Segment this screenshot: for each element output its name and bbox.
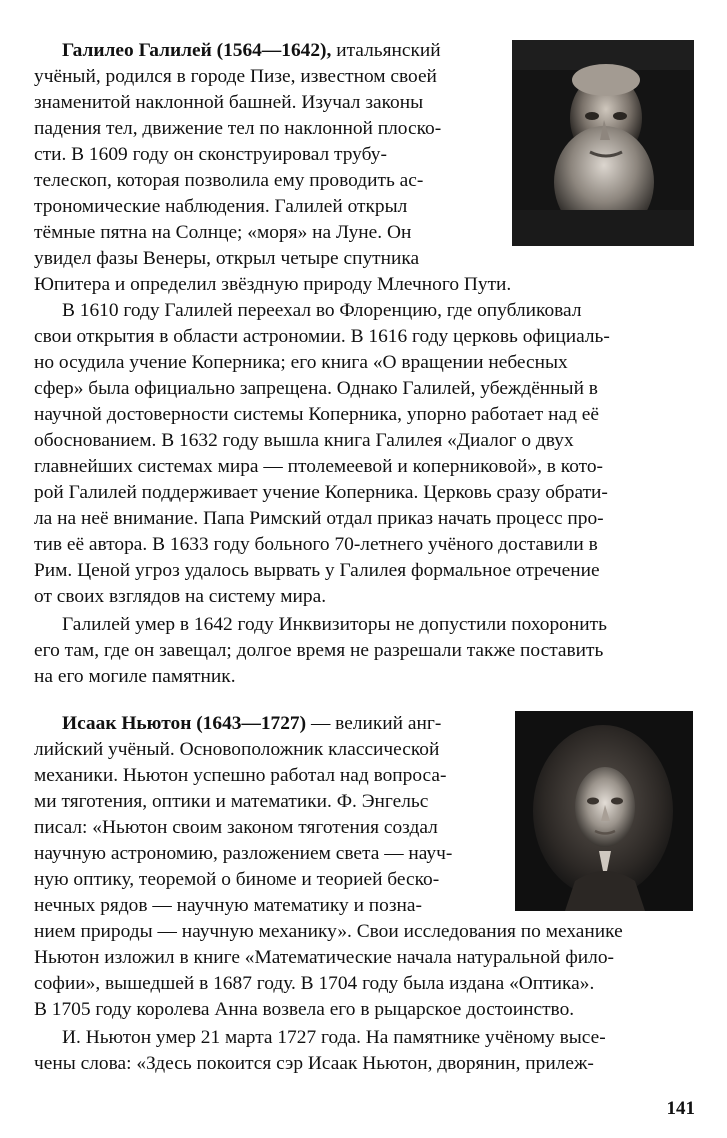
galileo-intro-line: знаменитой наклонной башней. Изучал законы xyxy=(34,92,424,113)
galileo-name-heading: Галилео Галилей (1564—1642), xyxy=(62,40,332,61)
newton-intro-line: писал: «Ньютон своим законом тяготения создал xyxy=(34,817,438,838)
newton-intro-line: В 1705 году королева Анна возвела его в рыцарское достоинство. xyxy=(34,999,575,1020)
galileo-para2-line: рой Галилей поддерживает учение Коперника. Церковь сразу обрати- xyxy=(34,482,608,503)
galileo-intro-line: Юпитера и определил звёздную природу Млечного Пути. xyxy=(34,274,512,295)
galileo-intro-line: падения тел, движение тел по наклонной плоско- xyxy=(34,118,442,139)
newton-portrait-image xyxy=(515,711,693,911)
galileo-para2-line: научной достоверности системы Коперника, упорно работает над её xyxy=(34,404,599,425)
galileo-intro-line: телескоп, которая позволила ему проводить ас- xyxy=(34,170,424,191)
galileo-para2-line: обоснованием. В 1632 году вышла книга Галилея «Диалог о двух xyxy=(34,430,574,451)
newton-intro-line: механики. Ньютон успешно работал над вопроса- xyxy=(34,765,447,786)
galileo-intro-line: трономические наблюдения. Галилей открыл xyxy=(34,196,408,217)
newton-intro-line: ми тяготения, оптики и математики. Ф. Энгельс xyxy=(34,791,429,812)
newton-intro-first-rest: — великий анг- xyxy=(306,713,442,734)
galileo-portrait xyxy=(512,40,694,246)
page-number: 141 xyxy=(666,1098,695,1119)
newton-intro-line: нием природы — научную механику». Свои исследования по механике xyxy=(34,921,623,942)
galileo-intro-line: учёный, родился в городе Пизе, известном своей xyxy=(34,66,437,87)
galileo-para2-line: В 1610 году Галилей переехал во Флоренцию, где опубликовал xyxy=(62,300,582,321)
galileo-para2-line: ла на неё внимание. Папа Римский отдал приказ начать процесс про- xyxy=(34,508,604,529)
galileo-para2-line: главнейших системах мира — птолемеевой и коперниковой», в кото- xyxy=(34,456,604,477)
newton-para2-line: чены слова: «Здесь покоится сэр Исаак Ньютон, дворянин, прилеж- xyxy=(34,1053,594,1074)
newton-intro-line: Ньютон изложил в книге «Математические начала натуральной фило- xyxy=(34,947,615,968)
newton-portrait xyxy=(515,711,693,911)
galileo-para3-line: на его могиле памятник. xyxy=(34,666,236,687)
newton-intro-line: ную оптику, теоремой о биноме и теорией беско- xyxy=(34,869,440,890)
newton-intro-line-1 xyxy=(62,711,441,737)
galileo-para2-line: но осудила учение Коперника; его книга «О вращении небесных xyxy=(34,352,568,373)
galileo-para2-line: сфер» была официально запрещена. Однако Галилей, убеждённый в xyxy=(34,378,598,399)
galileo-para3-line: его там, где он завещал; долгое время не разрешали также поставить xyxy=(34,640,604,661)
newton-intro-line: нечных рядов — научную математику и позна- xyxy=(34,895,422,916)
galileo-para2-line: от своих взглядов на систему мира. xyxy=(34,586,327,607)
galileo-para2-line: свои открытия в области астрономии. В 1616 году церковь официаль- xyxy=(34,326,610,347)
galileo-intro-line: тёмные пятна на Солнце; «моря» на Луне. Он xyxy=(34,222,412,243)
galileo-intro-line: увидел фазы Венеры, открыл четыре спутника xyxy=(34,248,420,269)
newton-intro-line: софии», вышедшей в 1687 году. В 1704 году была издана «Оптика». xyxy=(34,973,595,994)
galileo-intro-line: сти. В 1609 году он сконструировал трубу- xyxy=(34,144,387,165)
galileo-para2-line: Рим. Ценой угроз удалось вырвать у Галилея формальное отречение xyxy=(34,560,600,581)
newton-intro-line: лийский учёный. Основоположник классической xyxy=(34,739,440,760)
galileo-portrait-image xyxy=(512,40,694,246)
newton-name-heading: Исаак Ньютон (1643—1727) xyxy=(62,713,307,734)
galileo-intro-line-1 xyxy=(62,38,441,64)
galileo-para3-line: Галилей умер в 1642 году Инквизиторы не допустили похоронить xyxy=(62,614,607,635)
newton-intro-line: научную астрономию, разложением света — науч- xyxy=(34,843,453,864)
galileo-intro-first-rest: итальянский xyxy=(331,40,441,61)
galileo-para2-line: тив её автора. В 1633 году больного 70-летнего учёного доставили в xyxy=(34,534,598,555)
newton-para2-line: И. Ньютон умер 21 марта 1727 года. На памятнике учёному высе- xyxy=(62,1027,606,1048)
